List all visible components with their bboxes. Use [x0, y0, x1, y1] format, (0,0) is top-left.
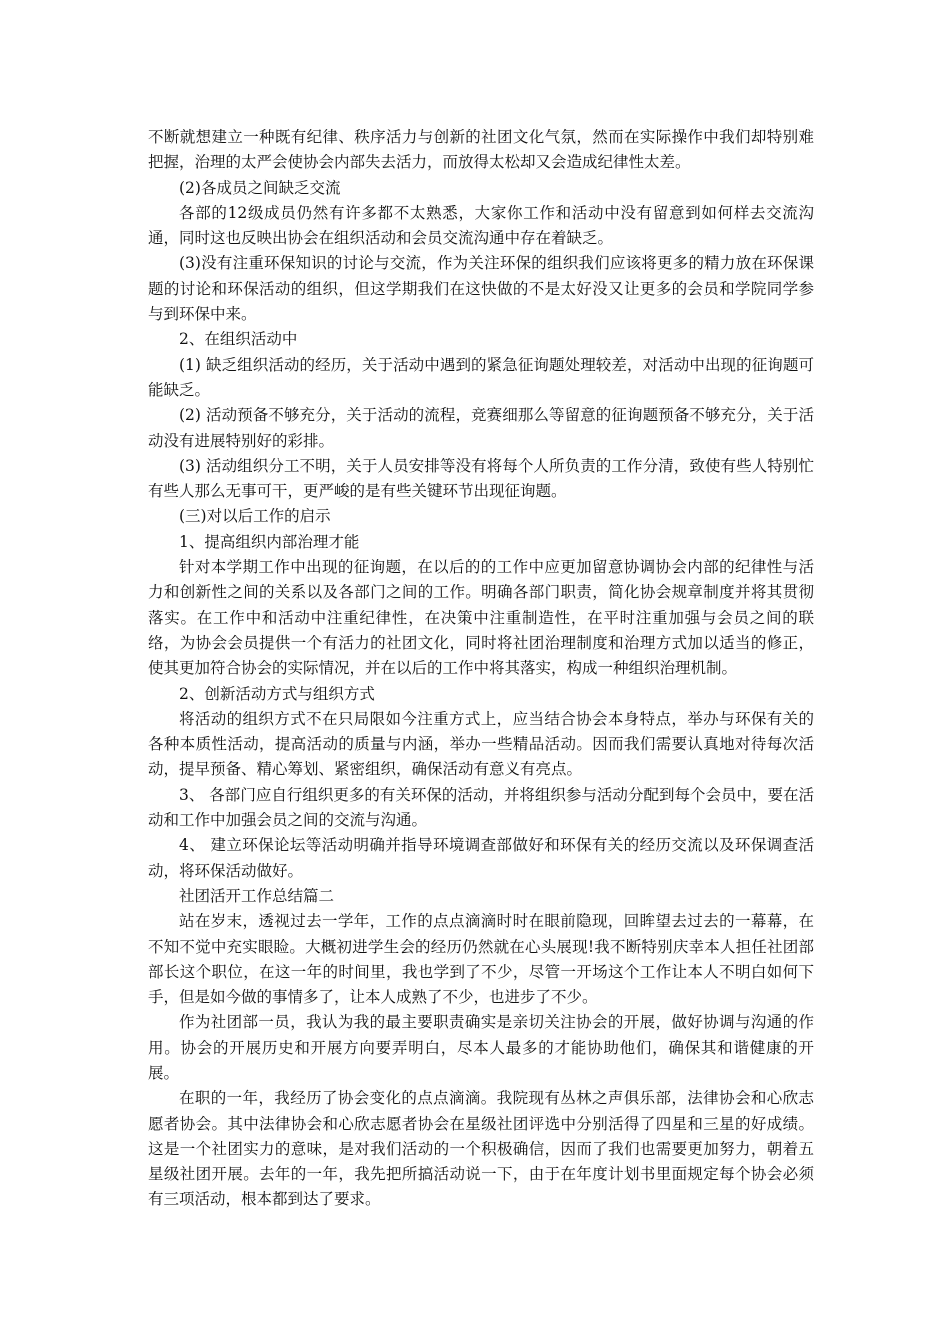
paragraph-insufficient-preparation: (2) 活动预备不够充分，关于活动的流程，竞赛细那么等留意的征询题预备不够充分，关于活动没有进展特别好的彩排。 [148, 406, 814, 450]
paragraph-lack-experience: (1) 缺乏组织活动的经历，关于活动中遇到的紧急征询题处理较差，对活动中出现的征询题可能缺乏。 [148, 355, 814, 399]
document-page [148, 125, 814, 1213]
paragraph-members-unfamiliar: 各部的12级成员仍然有许多都不太熟悉，大家你工作和活动中没有留意到如何样去交流沟通，同时这也反映出协会在组织活动和会员交流沟通中存在着缺乏。 [148, 203, 814, 248]
paragraph-responsibilities: 作为社团部一员，我认为我的最主要职责确实是亲切关注协会的开展，做好协调与沟通的作用。协会的开展历史和开展方向要弄明白，尽本人最多的才能协助他们，确保其和谐健康的开展。 [148, 1013, 814, 1082]
paragraph-continuation: 不断就想建立一种既有纪律、秩序活力与创新的社团文化气氛，然而在实际操作中我们却特别难把握，治理的太严会使协会内部失去活力，而放得太松却又会造成纪律性太差。 [148, 128, 814, 172]
paragraph-departments-activities: 3、 各部门应自行组织更多的有关环保的活动，并将组织参与活动分配到每个会员中，要在活动和工作中加强会员之间的交流与沟通。 [148, 785, 814, 830]
paragraph-environmental-discussion: (3)没有注重环保知识的讨论与交流，作为关注环保的组织我们应该将更多的精力放在环保课题的讨论和环保活动的组织，但这学期我们在这快做的不是太好没又让更多的会员和学院同学参与到环保中来。 [148, 254, 814, 324]
subheading-management-ability: 1、提高组织内部治理才能 [179, 532, 360, 551]
paragraph-unclear-division: (3) 活动组织分工不明，关于人员安排等没有将每个人所负责的工作分清，致使有些人特别忙有些人那么无事可干，更严峻的是有些关键环节出现征询题。 [148, 456, 814, 501]
subheading-lack-of-communication: (2)各成员之间缺乏交流 [179, 178, 341, 197]
paragraph-year-end-review: 站在岁末，透视过去一学年，工作的点点滴滴时时在眼前隐现，回眸望去过去的一幕幕，在不知不觉中充实眼睑。大概初进学生会的经历仍然就在心头展现!我不断特别庆幸本人担任社团部部长这个职位，在这一年的时间里，我也学到了不少，尽管一开场这个工作让本人不明白如何下手，但是如今做的事情多了，让本人成熟了不少，也进步了不少。 [148, 912, 814, 1007]
section-title-part-two: 社团活开工作总结篇二 [179, 886, 335, 905]
subheading-organizing-activities: 2、在组织活动中 [179, 330, 298, 349]
paragraph-activity-organization: 将活动的组织方式不在只局限如今注重方式上，应当结合协会本身特点，举办与环保有关的各种本质性活动，提高活动的质量与内涵，举办一些精品活动。因而我们需要认真地对待每次活动，提早预备、精心筹划、紧密组织，确保活动有意义有亮点。 [148, 709, 814, 779]
subheading-innovate-activities: 2、创新活动方式与组织方式 [179, 684, 375, 703]
paragraph-environmental-forum: 4、 建立环保论坛等活动明确并指导环境调查部做好和环保有关的经历交流以及环保调查活动，将环保活动做好。 [148, 836, 814, 880]
section-heading-lessons: (三)对以后工作的启示 [179, 507, 331, 526]
paragraph-association-changes: 在职的一年，我经历了协会变化的点点滴滴。我院现有丛林之声俱乐部，法律协会和心欣志愿者协会。其中法律协会和心欣志愿者协会在星级社团评选中分别活得了四星和三星的好成绩。这是一个社团实力的意味，是对我们活动的一个积极确信，因而了我们也需要更加努力，朝着五星级社团开展。去年的一年，我先把所搞活动说一下，由于在年度计划书里面规定每个协会必须有三项活动，根本都到达了要求。 [148, 1089, 814, 1209]
paragraph-management-improvement: 针对本学期工作中出现的征询题，在以后的的工作中应更加留意协调协会内部的纪律性与活力和创新性之间的关系以及各部门之间的工作。明确各部门职责，简化协会规章制度并将其贯彻落实。在工作中和活动中注重纪律性，在决策中注重制造性，在平时注重加强与会员之间的联络，为协会会员提供一个有活力的社团文化，同时将社团治理制度和治理方式加以适当的修正，使其更加符合协会的实际情况，并在以后的工作中将其落实，构成一种组织治理机制。 [148, 558, 814, 678]
